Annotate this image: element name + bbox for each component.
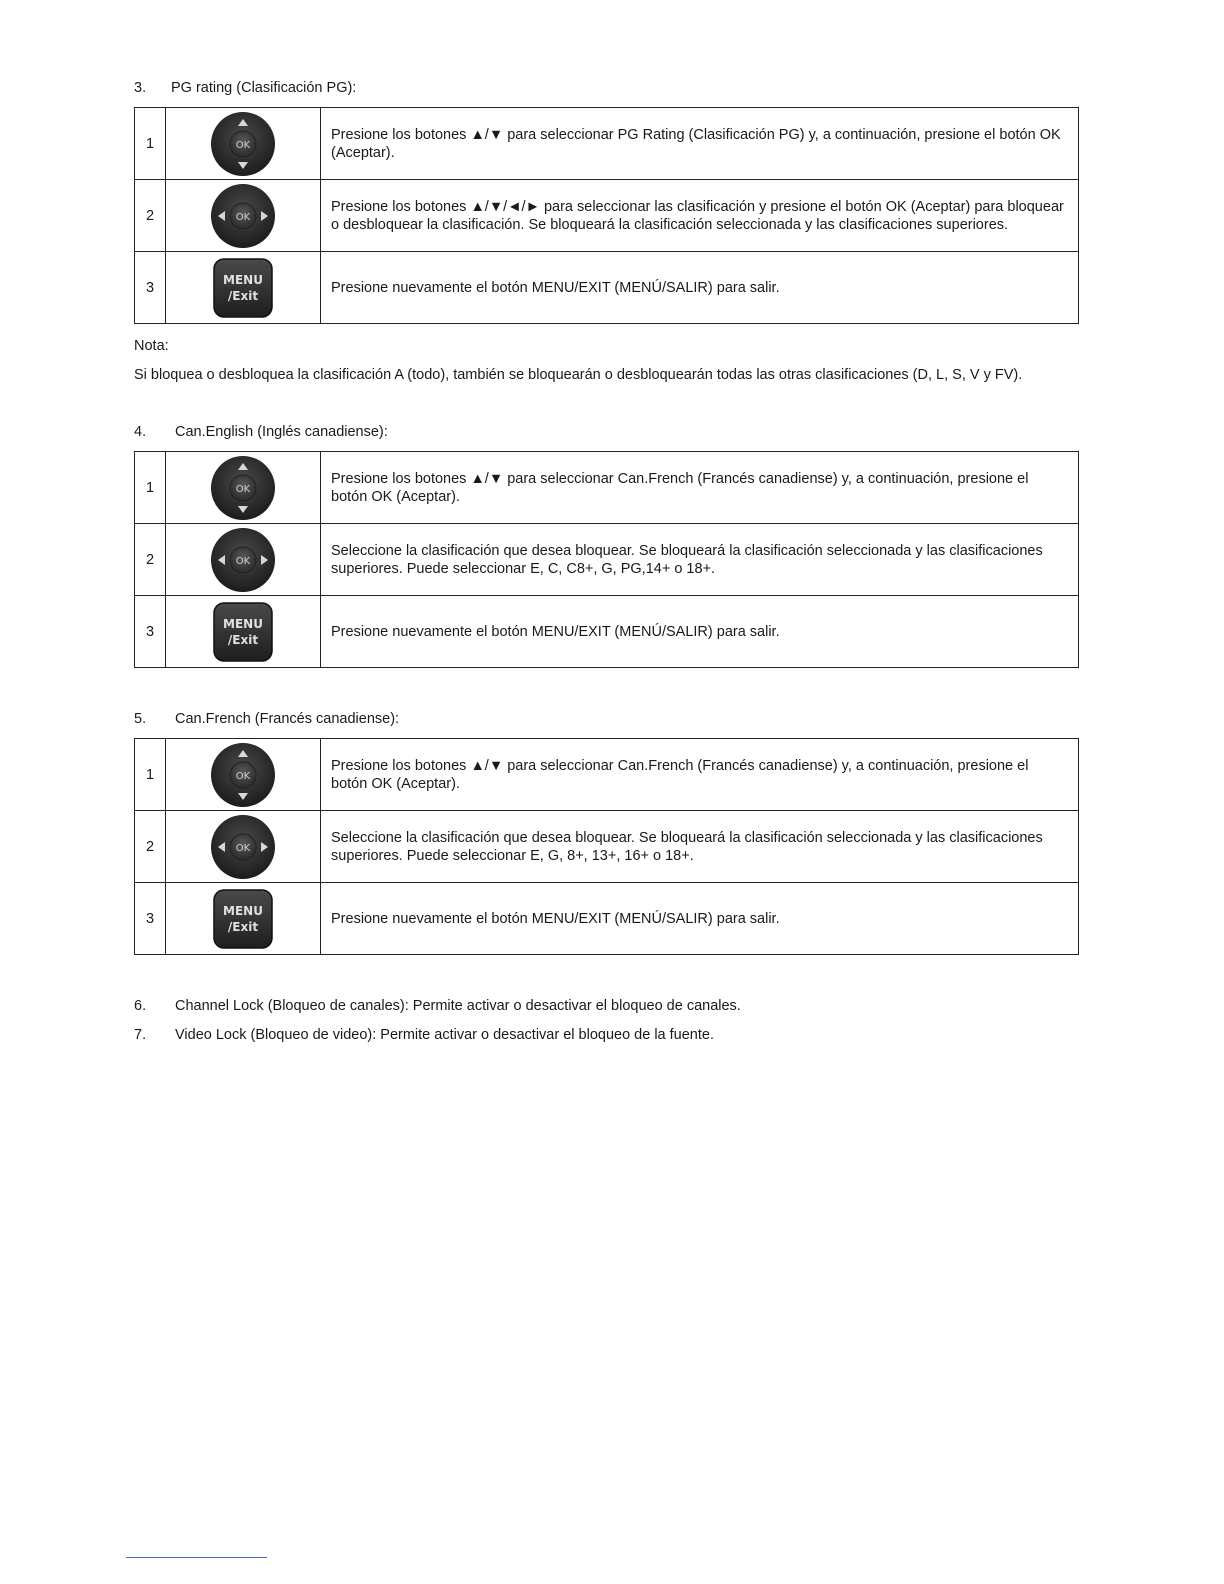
dpad-left-right-icon (210, 814, 276, 880)
step-number: 1 (135, 739, 166, 811)
table-row (135, 180, 1079, 252)
svg-text:OK: OK (235, 139, 251, 151)
dpad-left-right-icon (210, 183, 276, 249)
list-number: 6. (134, 998, 147, 1014)
step-number: 3 (135, 883, 166, 955)
section-title: PG rating (Clasificación PG): (171, 80, 357, 96)
step-number: 3 (135, 596, 166, 668)
steps-table-can-french (134, 738, 1079, 955)
dpad-up-down-icon (210, 742, 276, 808)
section-heading-4 (134, 424, 388, 440)
section-title: Can.English (Inglés canadiense): (175, 424, 388, 440)
step-instruction: Presione nuevamente el botón MENU/EXIT (MENÚ/SALIR) para salir. (321, 883, 1079, 955)
step-instruction: Seleccione la clasificación que desea bloquear. Se bloqueará la clasificación seleccionada y las clasificaciones superiores. Puede seleccionar E, C, C8+, G, PG,14+ o 18+. (321, 524, 1079, 596)
svg-text:OK: OK (235, 483, 251, 495)
step-instruction: Presione los botones ▲/▼ para seleccionar Can.French (Francés canadiense) y, a continuación, presione el botón OK (Aceptar). (321, 452, 1079, 524)
section-number: 5. (134, 711, 147, 727)
table-row (135, 883, 1079, 955)
step-number: 1 (135, 452, 166, 524)
table-row (135, 811, 1079, 883)
svg-text:/Exit: /Exit (227, 919, 259, 934)
svg-text:OK: OK (235, 770, 251, 782)
steps-table-can-english (134, 451, 1079, 668)
table-row (135, 739, 1079, 811)
step-number: 2 (135, 811, 166, 883)
step-instruction: Presione los botones ▲/▼ para seleccionar PG Rating (Clasificación PG) y, a continuación, presione el botón OK (Aceptar). (321, 108, 1079, 180)
step-instruction: Presione los botones ▲/▼ para seleccionar Can.French (Francés canadiense) y, a continuación, presione el botón OK (Aceptar). (321, 739, 1079, 811)
step-instruction: Seleccione la clasificación que desea bloquear. Se bloqueará la clasificación seleccionada y las clasificaciones superiores. Puede seleccionar E, G, 8+, 13+, 16+ o 18+. (321, 811, 1079, 883)
note-text: Si bloquea o desbloquea la clasificación A (todo), también se bloquearán o desbloquearán todas las otras clasificaciones (D, L, S, V y FV). (134, 367, 1023, 383)
section-number: 3. (134, 80, 147, 96)
table-row (135, 596, 1079, 668)
step-number: 2 (135, 180, 166, 252)
table-row (135, 524, 1079, 596)
section-heading-5 (134, 711, 399, 727)
svg-text:MENU: MENU (223, 272, 263, 287)
svg-text:OK: OK (235, 211, 251, 223)
menu-exit-button-icon (213, 258, 273, 318)
svg-text:MENU: MENU (223, 616, 263, 631)
svg-text:OK: OK (235, 842, 251, 854)
list-item-channel-lock (134, 998, 741, 1014)
list-text: Video Lock (Bloqueo de video): Permite activar o desactivar el bloqueo de la fuente. (175, 1027, 714, 1043)
table-row (135, 108, 1079, 180)
section-heading-3 (134, 80, 356, 96)
step-instruction: Presione nuevamente el botón MENU/EXIT (MENÚ/SALIR) para salir. (321, 596, 1079, 668)
section-title: Can.French (Francés canadiense): (175, 711, 400, 727)
step-instruction: Presione nuevamente el botón MENU/EXIT (MENÚ/SALIR) para salir. (321, 252, 1079, 324)
list-text: Channel Lock (Bloqueo de canales): Permite activar o desactivar el bloqueo de canales. (175, 998, 741, 1014)
dpad-up-down-icon (210, 455, 276, 521)
step-number: 1 (135, 108, 166, 180)
menu-exit-button-icon (213, 602, 273, 662)
section-number: 4. (134, 424, 147, 440)
table-row (135, 452, 1079, 524)
svg-text:MENU: MENU (223, 903, 263, 918)
list-item-video-lock (134, 1027, 714, 1043)
step-number: 2 (135, 524, 166, 596)
svg-text:/Exit: /Exit (227, 288, 259, 303)
menu-exit-button-icon (213, 889, 273, 949)
steps-table-pg-rating (134, 107, 1079, 324)
dpad-up-down-icon (210, 111, 276, 177)
step-number: 3 (135, 252, 166, 324)
list-number: 7. (134, 1027, 147, 1043)
dpad-left-right-icon (210, 527, 276, 593)
note-label: Nota: (134, 338, 169, 354)
step-instruction: Presione los botones ▲/▼/◄/► para seleccionar las clasificación y presione el botón OK (Aceptar) para bloquear o desbloquear la clasificación. Se bloqueará la clasificación seleccionada y las clasificaciones superiores. (321, 180, 1079, 252)
footer-rule (126, 1557, 267, 1558)
table-row (135, 252, 1079, 324)
svg-text:OK: OK (235, 555, 251, 567)
svg-text:/Exit: /Exit (227, 632, 259, 647)
